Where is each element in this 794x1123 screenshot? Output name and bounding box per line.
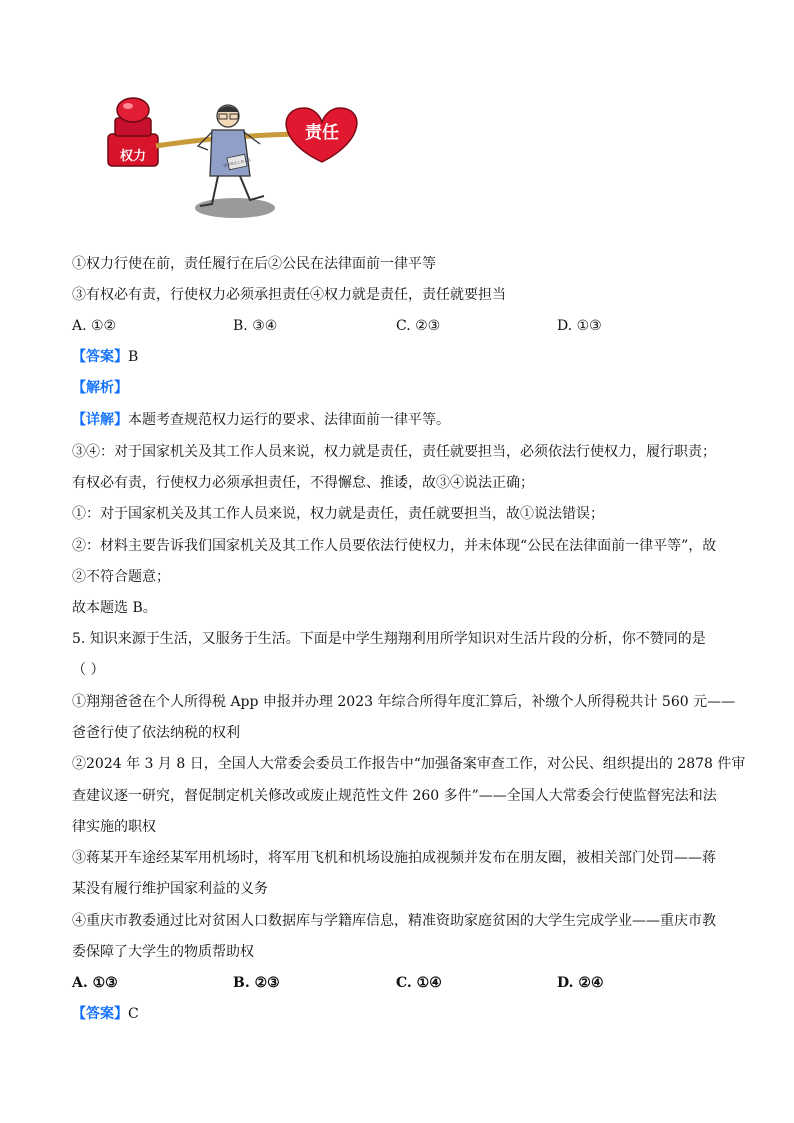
answer-tag: 【答案】 [72,349,128,365]
q4-detail [72,410,450,430]
q4-analysis-line: 有权必有责，行使权力必须承担责任，不得懈怠、推诿，故③④说法正确； [72,475,534,491]
answer-tag: 【答案】 [72,1006,128,1022]
q5-item-line: ①翔翔爸爸在个人所得税 App 申报并办理 2023 年综合所得年度汇算后，补缴个人所得税共计 560 元—— [72,694,736,710]
q5-answer [72,1004,139,1024]
q5-stem: 5. 知识来源于生活，又服务于生活。下面是中学生翔翔利用所学知识对生活片段的分析，你不赞同的是 [72,631,706,647]
power-responsibility-illustration [100,96,360,226]
q5-item-line: 查建议逐一研究，督促制定机关修改或废止规范性文件 260 多件”——全国人大常委会行使监督宪法和法 [72,788,717,804]
answer-value: C [128,1006,139,1022]
answer-value: B [128,349,139,365]
q4-analysis-heading [72,378,128,398]
q5-item-line: 爸爸行使了依法纳税的权利 [72,725,240,741]
q5-option-a: A. ①③ [72,975,118,991]
q4-option-a: A. ①② [72,318,117,334]
q4-statement-line: ③有权必有责，行使权力必须承担责任④权力就是责任，责任就要担当 [72,287,506,303]
q4-analysis-line: ②不符合题意； [72,569,170,585]
detail-tag: 【详解】 [72,412,128,428]
q5-option-d: D. ②④ [557,975,604,991]
q4-statement-line: ①权力行使在前，责任履行在后②公民在法律面前一律平等 [72,256,436,272]
q4-option-c: C. ②③ [396,318,441,334]
q5-stem-bracket: （ ） [72,662,105,678]
q5-item-line: 律实施的职权 [72,819,156,835]
analysis-tag: 【解析】 [72,380,128,396]
responsibility-label: 责任 [305,123,339,143]
q5-item-line: 某没有履行维护国家利益的义务 [72,881,268,897]
ground-shadow [195,198,275,218]
q4-option-b: B. ③④ [233,318,278,334]
q4-analysis-line: 故本题选 B。 [72,600,157,616]
q4-option-d: D. ①③ [557,318,602,334]
power-label: 权力 [119,149,147,164]
q5-option-b: B. ②③ [233,975,280,991]
q5-item-line: ②2024 年 3 月 8 日，全国人大常委会委员工作报告中“加强备案审查工作，对公民、组织提出的 2878 件审 [72,756,746,772]
official-figure [198,105,264,206]
detail-text: 本题考查规范权力运行的要求、法律面前一律平等。 [128,412,450,428]
q5-item-line: ④重庆市教委通过比对贫困人口数据库与学籍库信息，精准资助家庭贫困的大学生完成学业——重庆市教 [72,913,716,929]
q4-analysis-line: ②：材料主要告诉我们国家机关及其工作人员要依法行使权力，并未体现“公民在法律面前一律平等”，故 [72,538,717,554]
q4-analysis-line: ③④：对于国家机关及其工作人员来说，权力就是责任，责任就要担当，必须依法行使权力，履行职责； [72,444,716,460]
q5-option-c: C. ①④ [396,975,442,991]
badge-text: 国家机关工作人员 [223,158,252,168]
q4-answer [72,347,138,367]
q5-item-line: 委保障了大学生的物质帮助权 [72,944,254,960]
q4-analysis-line: ①：对于国家机关及其工作人员来说，权力就是责任，责任就要担当，故①说法错误； [72,506,604,522]
q5-item-line: ③蒋某开车途经某军用机场时，将军用飞机和机场设施拍成视频并发布在朋友圈，被相关部门处罚——蒋 [72,850,716,866]
